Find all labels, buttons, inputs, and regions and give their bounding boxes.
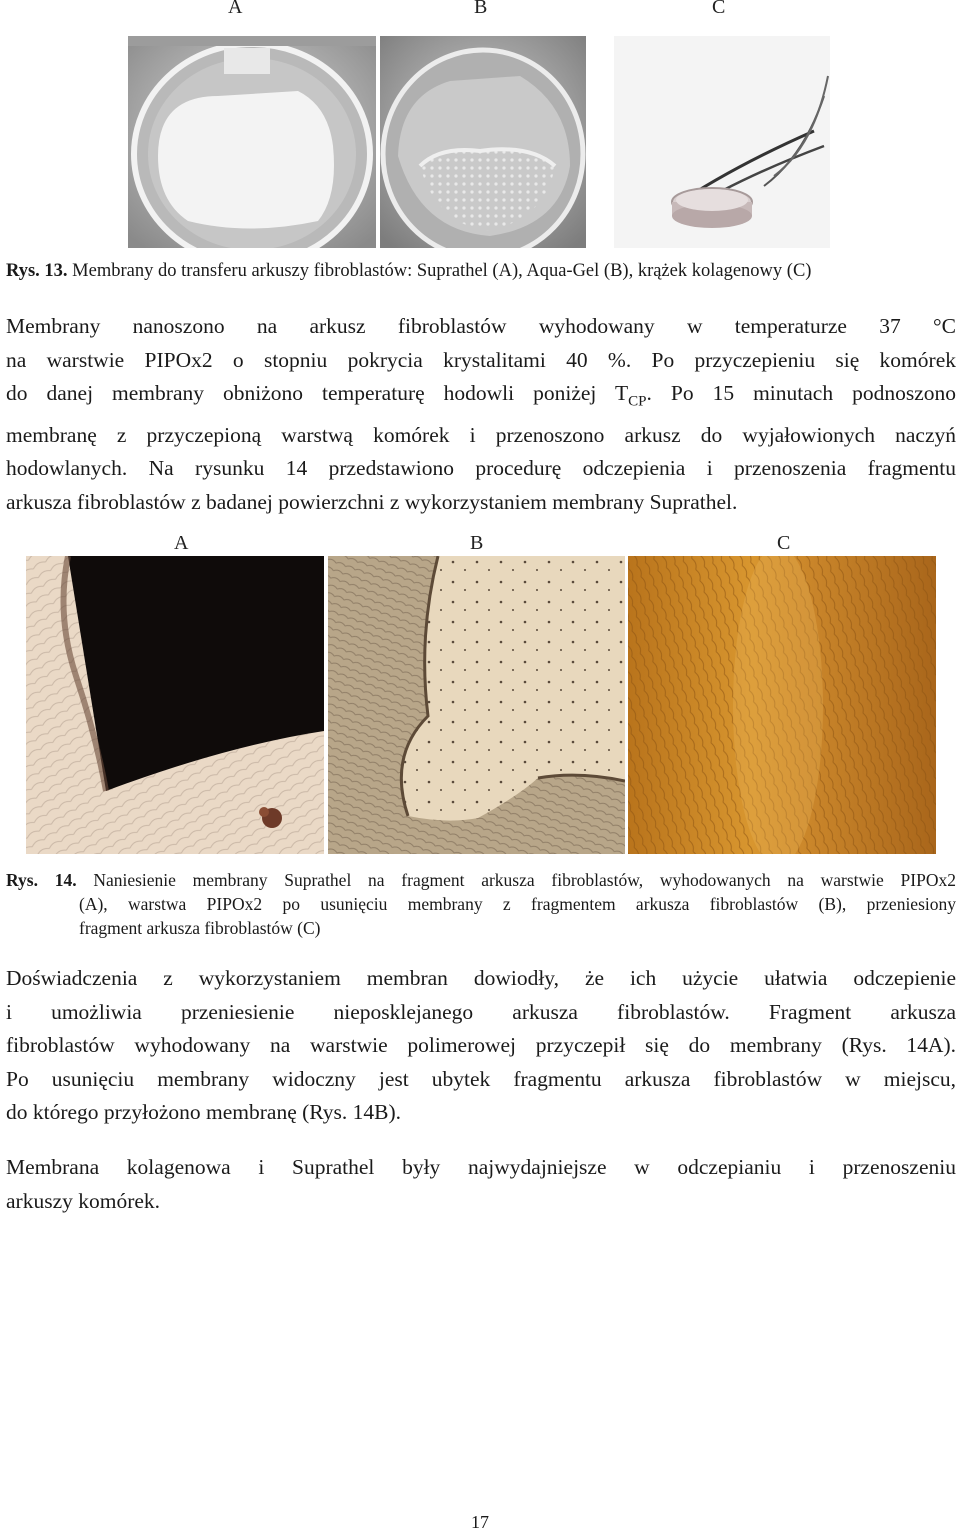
paragraph-2 (6, 962, 956, 1130)
fig14-micrograph-b (328, 556, 625, 854)
fig13-photo-collagen-disc (614, 36, 830, 248)
paragraph-line: arkuszy komórek. (6, 1188, 161, 1213)
fig13-photo-aquagel (380, 36, 586, 248)
caption-lead: Rys. 14. (6, 870, 77, 890)
paragraph-line: hodowlanych. Na rysunku 14 przedstawiono procedurę odczepienia i przenoszenia fragmentu (6, 456, 956, 481)
fig14-label-c: C (777, 532, 791, 554)
paragraph-line: i umożliwia przeniesienie nieposklejanego arkusza fibroblastów. Fragment arkusza (6, 999, 956, 1024)
figure13-caption (6, 258, 956, 284)
caption-lead: Rys. 13. (6, 261, 68, 281)
fig14-micrograph-a (26, 556, 324, 854)
fig13-photo-suprathel (128, 36, 376, 248)
caption-line: fragment arkusza fibroblastów (C) (79, 918, 321, 938)
text-segment: do danej membrany obniżono temperaturę hodowli poniżej T (6, 381, 629, 405)
paragraph-line: arkusza fibroblastów z badanej powierzchni z wykorzystaniem membrany Suprathel. (6, 489, 738, 514)
paragraph-line: na warstwie PIPOx2 o stopniu pokrycia krystalitami 40 %. Po przyczepieniu się komórek (6, 347, 956, 372)
paragraph-line: fibroblastów wyhodowany na warstwie polimerowej przyczepił się do membrany (Rys. 14A). (6, 1033, 956, 1057)
caption-line (6, 868, 956, 892)
paragraph-3 (6, 1151, 956, 1218)
fig14-micrograph-c (628, 556, 936, 854)
paragraph-line: Po usunięciu membrany widoczny jest ubytek fragmentu arkusza fibroblastów w miejscu, (6, 1066, 956, 1091)
paragraph-line: Doświadczenia z wykorzystaniem membran dowiodły, że ich użycie ułatwia odczepienie (6, 966, 956, 990)
fig13-label-b: B (474, 0, 488, 18)
fig14-label-a: A (174, 532, 189, 554)
figure14-caption (6, 868, 956, 940)
paragraph-line: do którego przyłożono membranę (Rys. 14B). (6, 1100, 402, 1124)
caption-text: Naniesienie membrany Suprathel na fragment arkusza fibroblastów, wyhodowanych na warstwie PIPOx2 (76, 870, 956, 890)
paragraph-1 (6, 310, 956, 519)
fig13-label-a: A (228, 0, 243, 18)
paragraph-line: Membrana kolagenowa i Suprathel były najwydajniejsze w odczepianiu i przenoszeniu (6, 1155, 956, 1179)
paragraph-line-with-subscript (6, 377, 956, 419)
caption-line: (A), warstwa PIPOx2 po usunięciu membrany z fragmentem arkusza fibroblastów (B), przeniesiony (79, 894, 956, 914)
caption-text: Membrany do transferu arkuszy fibroblastów: Suprathel (A), Aqua-Gel (B), krążek kolagenowy (C) (67, 261, 812, 281)
paragraph-line: Membrany nanoszono na arkusz fibroblastów wyhodowany w temperaturze 37 °C (6, 314, 956, 338)
subscript: CP (628, 393, 647, 410)
page-number: 17 (471, 1512, 489, 1532)
paragraph-line: membranę z przyczepioną warstwą komórek i przenoszono arkusz do wyjałowionych naczyń (6, 422, 956, 447)
text-segment: . Po 15 minutach podnoszono (646, 381, 956, 405)
fig13-label-c: C (712, 0, 726, 18)
fig14-label-b: B (470, 532, 484, 554)
